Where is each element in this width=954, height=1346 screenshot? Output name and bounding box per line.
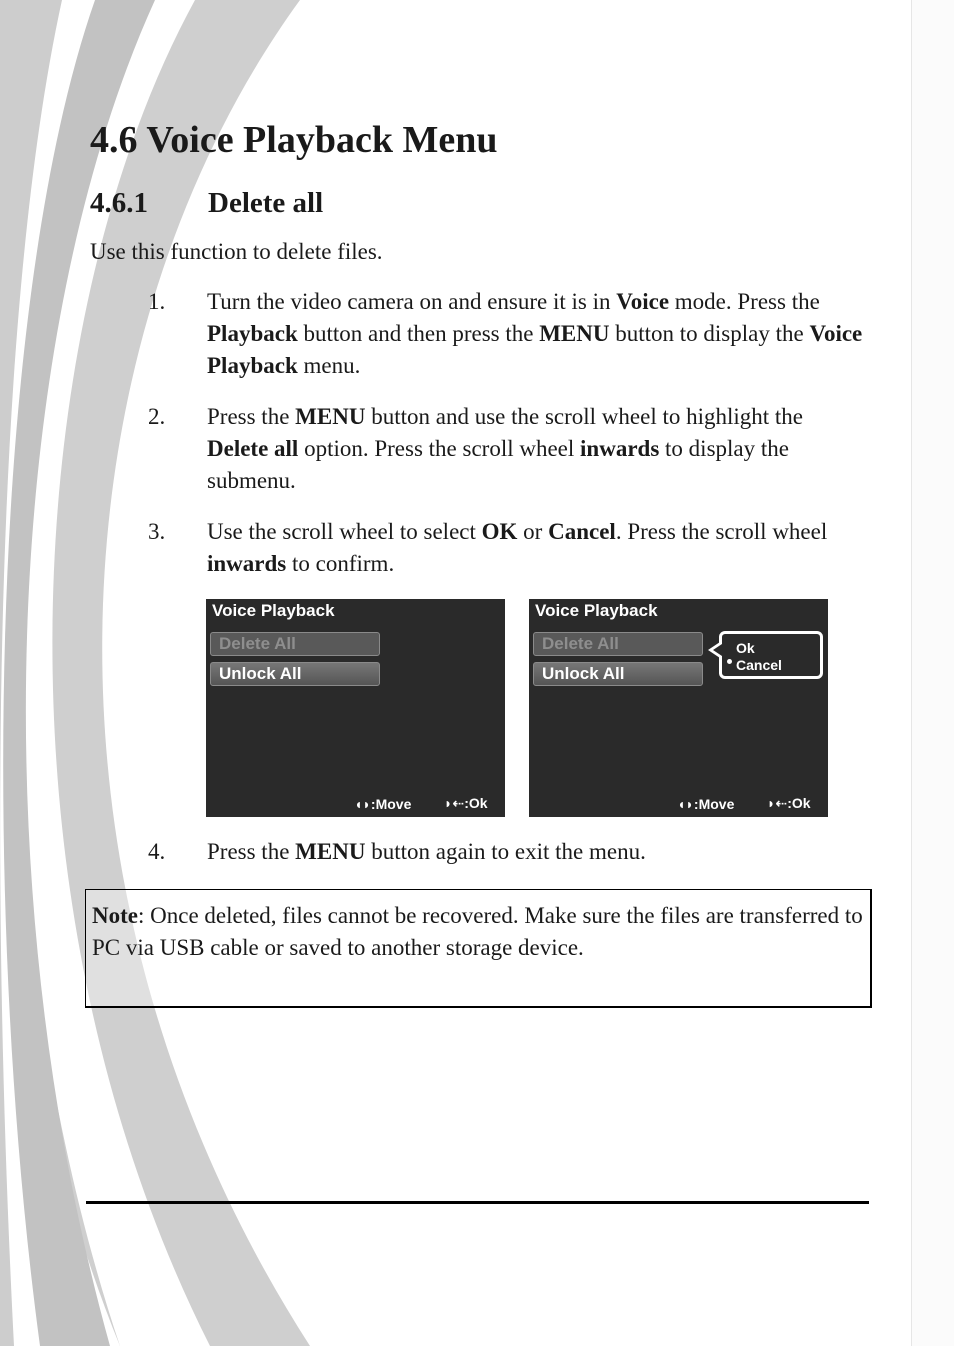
step-3	[148, 516, 868, 580]
step-number: 4.	[148, 839, 166, 864]
step-run: button and then press the	[297, 321, 540, 346]
step-emphasis: MENU	[295, 404, 366, 429]
footer-move-hint	[677, 796, 734, 812]
step-text	[207, 836, 868, 868]
scroll-wheel-icon: ◖◗	[677, 796, 694, 812]
note-label: Note	[92, 903, 138, 928]
footer-ok-hint	[444, 795, 488, 812]
step-emphasis: Cancel	[548, 519, 616, 544]
step-number: 1.	[148, 289, 166, 314]
step-run: Press the	[207, 404, 296, 429]
step-1	[148, 286, 868, 382]
step-run: button again to exit the menu.	[365, 839, 646, 864]
step-run: . Press the scroll wheel	[615, 519, 828, 544]
footer-ok-hint	[767, 795, 811, 812]
enter-icon: ◗⇠	[444, 795, 465, 811]
step-number: 2.	[148, 404, 166, 429]
footer-ok-label: :Ok	[787, 795, 811, 811]
step-run: Use the scroll wheel to select	[207, 519, 482, 544]
step-run: button to display the	[609, 321, 810, 346]
selection-dot-icon	[727, 659, 732, 664]
step-run: mode. Press the	[669, 289, 820, 314]
section-number: 4.6.1	[90, 187, 148, 219]
footer-move-label: :Move	[693, 796, 735, 812]
step-run: Turn the video camera on and ensure it is in	[207, 289, 617, 314]
scroll-wheel-icon: ◖◗	[354, 796, 371, 812]
step-emphasis: Voice Playback	[207, 321, 863, 378]
submenu-option-cancel: Cancel	[736, 657, 782, 673]
section-title: Delete all	[208, 187, 324, 219]
footer-ok-label: :Ok	[464, 795, 488, 811]
step-text	[207, 516, 868, 580]
step-run: or	[517, 519, 549, 544]
note-text: : Once deleted, files cannot be recovered. Make sure the files are transferred to PC via USB cable or saved to another storage device.	[92, 903, 863, 960]
note-box	[85, 889, 872, 1008]
footer-rule	[86, 1201, 869, 1204]
page-title: 4.6 Voice Playback Menu	[90, 119, 498, 161]
step-emphasis: MENU	[295, 839, 366, 864]
step-emphasis: Playback	[207, 321, 298, 346]
step-run: to display the submenu.	[207, 436, 789, 493]
menu-item-unlock-all: Unlock All	[210, 662, 380, 686]
step-number: 3.	[148, 519, 166, 544]
step-run: button and use the scroll wheel to highlight the	[365, 404, 804, 429]
step-2	[148, 401, 868, 497]
step-text	[207, 401, 868, 497]
footer-move-hint	[354, 796, 411, 812]
menu-item-delete-all: Delete All	[210, 632, 380, 656]
step-emphasis: OK	[481, 519, 518, 544]
enter-icon: ◗⇠	[767, 795, 788, 811]
step-emphasis: inwards	[207, 551, 287, 576]
submenu-option-ok: Ok	[736, 640, 755, 656]
screen-title: Voice Playback	[535, 601, 658, 620]
step-4	[148, 836, 868, 868]
step-emphasis: MENU	[539, 321, 610, 346]
step-run: option. Press the scroll wheel	[298, 436, 581, 461]
screenshot-voice-playback-menu	[206, 599, 505, 817]
submenu-popup	[719, 631, 823, 679]
step-emphasis: Delete all	[207, 436, 299, 461]
step-run: to confirm.	[286, 551, 395, 576]
screenshot-delete-all-submenu	[529, 599, 828, 817]
step-emphasis: Voice	[616, 289, 670, 314]
section-heading	[90, 186, 323, 221]
screen-title: Voice Playback	[212, 601, 335, 620]
footer-move-label: :Move	[370, 796, 412, 812]
step-run: menu.	[297, 353, 361, 378]
step-emphasis: inwards	[580, 436, 660, 461]
step-text	[207, 286, 868, 382]
popup-pointer-inner	[713, 644, 722, 656]
menu-item-delete-all: Delete All	[533, 632, 703, 656]
step-run: Press the	[207, 839, 296, 864]
intro-text: Use this function to delete files.	[90, 239, 383, 264]
menu-item-unlock-all: Unlock All	[533, 662, 703, 686]
